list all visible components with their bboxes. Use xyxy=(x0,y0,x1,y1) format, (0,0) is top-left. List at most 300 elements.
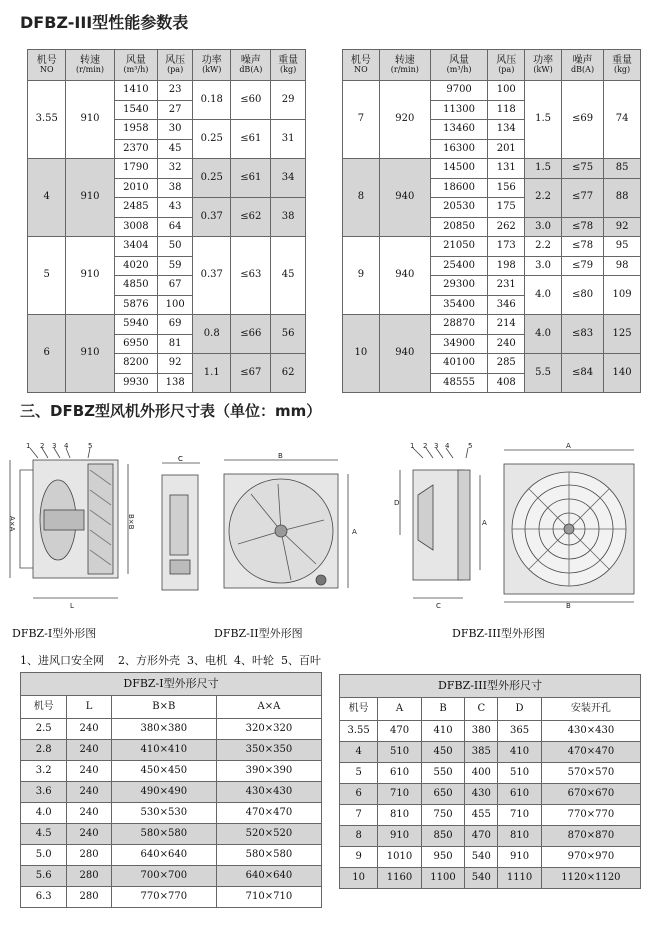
air-flow: 1410 xyxy=(114,81,158,101)
air-pressure: 156 xyxy=(488,178,525,198)
air-pressure: 50 xyxy=(158,237,193,257)
power-kw: 1.5 xyxy=(525,159,562,179)
air-flow: 21050 xyxy=(430,237,488,257)
air-flow: 2485 xyxy=(114,198,158,218)
column-header xyxy=(66,50,114,81)
table-cell: 240 xyxy=(67,824,111,845)
table-cell: 470 xyxy=(465,826,498,847)
table-cell: 5.0 xyxy=(21,845,67,866)
table-title: DFBZ-I型外形尺寸 xyxy=(21,673,322,696)
machine-no: 9 xyxy=(343,237,380,315)
header-main: 功率 xyxy=(201,54,222,66)
header-unit: dB(A) xyxy=(571,65,595,75)
table-cell: 5 xyxy=(340,763,378,784)
weight-kg: 109 xyxy=(604,276,641,315)
table-cell: 850 xyxy=(421,826,465,847)
header-unit: dB(A) xyxy=(239,65,263,75)
column-header xyxy=(525,50,562,81)
noise-db: ≤69 xyxy=(562,81,604,159)
weight-kg: 56 xyxy=(271,315,306,354)
dim-label-b-iii: B xyxy=(566,602,571,610)
air-pressure: 118 xyxy=(488,100,525,120)
table-cell: 8 xyxy=(340,826,378,847)
parts-legend: 1、进风口安全网 2、方形外壳 3、电机 4、叶轮 5、百叶 xyxy=(20,654,321,667)
table-cell: 530×530 xyxy=(111,803,216,824)
air-pressure: 81 xyxy=(158,334,193,354)
header-main: 重量 xyxy=(278,54,299,66)
air-flow: 16300 xyxy=(430,139,488,159)
table-cell: 240 xyxy=(67,782,111,803)
column-header xyxy=(488,50,525,81)
table-cell: 670×670 xyxy=(541,784,640,805)
dim-label-b-ii: B xyxy=(278,452,283,460)
air-flow: 11300 xyxy=(430,100,488,120)
header-main: 风压 xyxy=(496,54,517,66)
table-row xyxy=(340,826,641,847)
table-cell: 810 xyxy=(498,826,542,847)
air-pressure: 262 xyxy=(488,217,525,237)
air-pressure: 43 xyxy=(158,198,193,218)
table-row xyxy=(21,782,322,803)
speed-rpm: 910 xyxy=(66,237,114,315)
air-flow: 20530 xyxy=(430,198,488,218)
table-cell: 430×430 xyxy=(216,782,321,803)
table-cell: 910 xyxy=(498,847,542,868)
machine-no: 7 xyxy=(343,81,380,159)
noise-db: ≤83 xyxy=(562,315,604,354)
table-row xyxy=(340,868,641,889)
noise-db: ≤67 xyxy=(231,354,271,393)
power-kw: 3.0 xyxy=(525,217,562,237)
weight-kg: 38 xyxy=(271,198,306,237)
air-flow: 48555 xyxy=(430,373,488,393)
dim-label-a-iii-side: A xyxy=(482,519,487,527)
header-unit: (kg) xyxy=(613,65,631,75)
header-main: 转速 xyxy=(394,54,415,66)
noise-db: ≤61 xyxy=(231,120,271,159)
air-pressure: 201 xyxy=(488,139,525,159)
air-pressure: 131 xyxy=(488,159,525,179)
weight-kg: 85 xyxy=(604,159,641,179)
dimension-section-title: 三、DFBZ型风机外形尺寸表（单位：mm） xyxy=(20,402,322,420)
header-unit: (kW) xyxy=(202,65,222,75)
table-row xyxy=(28,315,306,335)
column-header: 机号 xyxy=(21,696,67,719)
callout-4: 4 xyxy=(64,442,69,450)
dim-label-c-iii: C xyxy=(436,602,441,610)
speed-rpm: 910 xyxy=(66,159,114,237)
header-unit: (r/min) xyxy=(390,65,419,75)
table-cell: 610 xyxy=(498,784,542,805)
dfbz-i-outline-diagram xyxy=(8,440,138,612)
table-cell: 710 xyxy=(378,784,422,805)
column-header: 安装开孔 xyxy=(541,698,640,721)
header-row xyxy=(21,696,322,719)
column-header: B xyxy=(421,698,465,721)
power-kw: 0.37 xyxy=(193,237,231,315)
table-row xyxy=(21,740,322,761)
table-row xyxy=(21,866,322,887)
header-row xyxy=(340,698,641,721)
weight-kg: 125 xyxy=(604,315,641,354)
table-cell: 510 xyxy=(498,763,542,784)
weight-kg: 140 xyxy=(604,354,641,393)
table-cell: 1120×1120 xyxy=(541,868,640,889)
header-unit: NO xyxy=(354,65,368,75)
air-flow: 13460 xyxy=(430,120,488,140)
air-pressure: 346 xyxy=(488,295,525,315)
air-pressure: 59 xyxy=(158,256,193,276)
header-unit: (pa) xyxy=(498,65,515,75)
table-cell: 750 xyxy=(421,805,465,826)
table-cell: 385 xyxy=(465,742,498,763)
noise-db: ≤80 xyxy=(562,276,604,315)
table-cell: 400 xyxy=(465,763,498,784)
header-main: 机号 xyxy=(350,54,371,66)
table-cell: 910 xyxy=(378,826,422,847)
table-cell: 240 xyxy=(67,761,111,782)
weight-kg: 34 xyxy=(271,159,306,198)
air-pressure: 231 xyxy=(488,276,525,296)
caption-dfbz-ii: DFBZ-II型外形图 xyxy=(214,627,303,640)
air-pressure: 100 xyxy=(488,81,525,101)
table-cell: 870×870 xyxy=(541,826,640,847)
weight-kg: 92 xyxy=(604,217,641,237)
air-pressure: 198 xyxy=(488,256,525,276)
air-flow: 18600 xyxy=(430,178,488,198)
weight-kg: 29 xyxy=(271,81,306,120)
dfbz-iii-dimension-table xyxy=(339,674,641,889)
column-header: B×B xyxy=(111,696,216,719)
table-cell: 4.0 xyxy=(21,803,67,824)
air-flow: 1790 xyxy=(114,159,158,179)
speed-rpm: 940 xyxy=(379,315,430,393)
column-header xyxy=(562,50,604,81)
callout-1: 1 xyxy=(26,442,31,450)
machine-no: 8 xyxy=(343,159,380,237)
air-flow: 6950 xyxy=(114,334,158,354)
dim-label-c: C xyxy=(178,455,183,463)
header-main: 风量 xyxy=(125,54,146,66)
noise-db: ≤61 xyxy=(231,159,271,198)
header-unit: (kg) xyxy=(279,65,297,75)
table-cell: 430×430 xyxy=(541,721,640,742)
column-header xyxy=(604,50,641,81)
air-pressure: 23 xyxy=(158,81,193,101)
air-flow: 2010 xyxy=(114,178,158,198)
table-cell: 610 xyxy=(378,763,422,784)
air-flow: 1958 xyxy=(114,120,158,140)
table-row xyxy=(340,847,641,868)
table-row xyxy=(343,315,641,335)
table-cell: 810 xyxy=(378,805,422,826)
weight-kg: 45 xyxy=(271,237,306,315)
table-cell: 410 xyxy=(498,742,542,763)
table-cell: 240 xyxy=(67,740,111,761)
table-row xyxy=(28,237,306,257)
header-unit: (m³/h) xyxy=(123,65,149,75)
table-cell: 580×580 xyxy=(216,845,321,866)
table-cell: 280 xyxy=(67,866,111,887)
table-cell: 710 xyxy=(498,805,542,826)
table-cell: 640×640 xyxy=(111,845,216,866)
air-pressure: 92 xyxy=(158,354,193,374)
table-row xyxy=(21,887,322,908)
table-cell: 4.5 xyxy=(21,824,67,845)
header-main: 重量 xyxy=(612,54,633,66)
air-flow: 40100 xyxy=(430,354,488,374)
perf-table-title: DFBZ-III型性能参数表 xyxy=(20,13,189,32)
speed-rpm: 940 xyxy=(379,159,430,237)
dim-label-bxb: B×B xyxy=(127,514,135,530)
table-cell: 2.8 xyxy=(21,740,67,761)
speed-rpm: 920 xyxy=(379,81,430,159)
air-flow: 4020 xyxy=(114,256,158,276)
table-cell: 470×470 xyxy=(541,742,640,763)
table-cell: 640×640 xyxy=(216,866,321,887)
table-cell: 6.3 xyxy=(21,887,67,908)
table-cell: 5.6 xyxy=(21,866,67,887)
table-row xyxy=(343,81,641,101)
noise-db: ≤63 xyxy=(231,237,271,315)
header-unit: (kW) xyxy=(533,65,553,75)
air-pressure: 100 xyxy=(158,295,193,315)
power-kw: 0.18 xyxy=(193,81,231,120)
table-cell: 455 xyxy=(465,805,498,826)
noise-db: ≤77 xyxy=(562,178,604,217)
machine-no: 5 xyxy=(28,237,66,315)
callout-3-iii: 3 xyxy=(434,442,439,450)
table-row xyxy=(340,784,641,805)
table-title: DFBZ-III型外形尺寸 xyxy=(340,675,641,698)
table-cell: 710×710 xyxy=(216,887,321,908)
callout-5-iii: 5 xyxy=(468,442,473,450)
table-cell: 7 xyxy=(340,805,378,826)
table-cell: 6 xyxy=(340,784,378,805)
weight-kg: 74 xyxy=(604,81,641,159)
header-main: 噪声 xyxy=(240,54,261,66)
table-cell: 550 xyxy=(421,763,465,784)
table-cell: 280 xyxy=(67,845,111,866)
weight-kg: 31 xyxy=(271,120,306,159)
table-cell: 650 xyxy=(421,784,465,805)
table-row xyxy=(21,719,322,740)
table-row xyxy=(21,761,322,782)
machine-no: 4 xyxy=(28,159,66,237)
table-cell: 450 xyxy=(421,742,465,763)
header-unit: (r/min) xyxy=(75,65,105,75)
table-cell: 1100 xyxy=(421,868,465,889)
table-row xyxy=(340,742,641,763)
air-pressure: 45 xyxy=(158,139,193,159)
table-cell: 570×570 xyxy=(541,763,640,784)
table-cell: 2.5 xyxy=(21,719,67,740)
power-kw: 1.5 xyxy=(525,81,562,159)
table-title-row xyxy=(21,673,322,696)
table-title-row xyxy=(340,675,641,698)
table-cell: 700×700 xyxy=(111,866,216,887)
table-cell: 240 xyxy=(67,719,111,740)
table-row xyxy=(340,805,641,826)
air-pressure: 134 xyxy=(488,120,525,140)
air-pressure: 173 xyxy=(488,237,525,257)
table-cell: 280 xyxy=(67,887,111,908)
power-kw: 2.2 xyxy=(525,178,562,217)
air-pressure: 214 xyxy=(488,315,525,335)
table-cell: 410 xyxy=(421,721,465,742)
table-cell: 580×580 xyxy=(111,824,216,845)
column-header xyxy=(343,50,380,81)
table-cell: 770×770 xyxy=(111,887,216,908)
table-cell: 1110 xyxy=(498,868,542,889)
air-flow: 8200 xyxy=(114,354,158,374)
table-row xyxy=(343,159,641,179)
header-unit: (pa) xyxy=(167,65,184,75)
dfbz-iii-side-diagram xyxy=(388,440,498,610)
power-kw: 1.1 xyxy=(193,354,231,393)
air-flow: 5940 xyxy=(114,315,158,335)
noise-db: ≤78 xyxy=(562,217,604,237)
table-row xyxy=(343,237,641,257)
air-pressure: 64 xyxy=(158,217,193,237)
air-pressure: 240 xyxy=(488,334,525,354)
air-pressure: 38 xyxy=(158,178,193,198)
machine-no: 6 xyxy=(28,315,66,393)
table-cell: 350×350 xyxy=(216,740,321,761)
table-cell: 380 xyxy=(465,721,498,742)
table-cell: 380×380 xyxy=(111,719,216,740)
dim-label-l: L xyxy=(70,602,74,610)
column-header: A×A xyxy=(216,696,321,719)
power-kw: 4.0 xyxy=(525,315,562,354)
air-flow: 25400 xyxy=(430,256,488,276)
table-cell: 3.55 xyxy=(340,721,378,742)
weight-kg: 88 xyxy=(604,178,641,217)
table-row xyxy=(21,824,322,845)
callout-1-iii: 1 xyxy=(410,442,415,450)
air-flow: 1540 xyxy=(114,100,158,120)
table-cell: 490×490 xyxy=(111,782,216,803)
air-flow: 2370 xyxy=(114,139,158,159)
table-cell: 970×970 xyxy=(541,847,640,868)
speed-rpm: 910 xyxy=(66,315,114,393)
power-kw: 0.37 xyxy=(193,198,231,237)
dfbz-iii-front-diagram xyxy=(500,440,650,610)
air-flow: 4850 xyxy=(114,276,158,296)
power-kw: 0.8 xyxy=(193,315,231,354)
noise-db: ≤62 xyxy=(231,198,271,237)
air-flow: 29300 xyxy=(430,276,488,296)
table-row xyxy=(340,763,641,784)
air-flow: 14500 xyxy=(430,159,488,179)
dfbz-ii-front-diagram xyxy=(216,452,366,602)
noise-db: ≤60 xyxy=(231,81,271,120)
header-unit: (m³/h) xyxy=(446,65,472,75)
callout-2: 2 xyxy=(40,442,45,450)
dim-label-axa: A×A xyxy=(8,516,16,532)
table-row xyxy=(21,845,322,866)
table-cell: 240 xyxy=(67,803,111,824)
noise-db: ≤79 xyxy=(562,256,604,276)
column-header xyxy=(430,50,488,81)
machine-no: 10 xyxy=(343,315,380,393)
table-row xyxy=(28,159,306,179)
weight-kg: 95 xyxy=(604,237,641,257)
air-pressure: 408 xyxy=(488,373,525,393)
table-cell: 950 xyxy=(421,847,465,868)
header-main: 功率 xyxy=(533,54,554,66)
caption-dfbz-i: DFBZ-I型外形图 xyxy=(12,627,97,640)
table-cell: 510 xyxy=(378,742,422,763)
power-kw: 3.0 xyxy=(525,256,562,276)
table-cell: 770×770 xyxy=(541,805,640,826)
air-flow: 9700 xyxy=(430,81,488,101)
table-cell: 390×390 xyxy=(216,761,321,782)
air-pressure: 175 xyxy=(488,198,525,218)
machine-no: 3.55 xyxy=(28,81,66,159)
table-cell: 365 xyxy=(498,721,542,742)
air-flow: 34900 xyxy=(430,334,488,354)
air-flow: 5876 xyxy=(114,295,158,315)
column-header xyxy=(271,50,306,81)
caption-dfbz-iii: DFBZ-III型外形图 xyxy=(452,627,545,640)
air-flow: 28870 xyxy=(430,315,488,335)
column-header: A xyxy=(378,698,422,721)
dfbz-i-dimension-table xyxy=(20,672,322,908)
dfbz-ii-side-diagram xyxy=(152,455,208,605)
table-cell: 540 xyxy=(465,868,498,889)
header-main: 风量 xyxy=(449,54,470,66)
air-flow: 35400 xyxy=(430,295,488,315)
table-cell: 430 xyxy=(465,784,498,805)
power-kw: 5.5 xyxy=(525,354,562,393)
air-pressure: 32 xyxy=(158,159,193,179)
air-pressure: 69 xyxy=(158,315,193,335)
table-cell: 1010 xyxy=(378,847,422,868)
noise-db: ≤78 xyxy=(562,237,604,257)
table-cell: 9 xyxy=(340,847,378,868)
dim-label-a-ii: A xyxy=(352,528,357,536)
header-main: 转速 xyxy=(80,54,100,66)
callout-4-iii: 4 xyxy=(445,442,450,450)
table-cell: 450×450 xyxy=(111,761,216,782)
table-cell: 3.6 xyxy=(21,782,67,803)
noise-db: ≤66 xyxy=(231,315,271,354)
air-pressure: 285 xyxy=(488,354,525,374)
air-flow: 9930 xyxy=(114,373,158,393)
air-flow: 20850 xyxy=(430,217,488,237)
air-pressure: 30 xyxy=(158,120,193,140)
header-main: 噪声 xyxy=(572,54,593,66)
power-kw: 4.0 xyxy=(525,276,562,315)
speed-rpm: 910 xyxy=(66,81,114,159)
column-header: L xyxy=(67,696,111,719)
column-header xyxy=(158,50,193,81)
weight-kg: 62 xyxy=(271,354,306,393)
power-kw: 2.2 xyxy=(525,237,562,257)
noise-db: ≤84 xyxy=(562,354,604,393)
noise-db: ≤75 xyxy=(562,159,604,179)
table-cell: 470 xyxy=(378,721,422,742)
header-main: 风压 xyxy=(165,54,186,66)
column-header xyxy=(193,50,231,81)
performance-table-right xyxy=(342,49,641,393)
table-cell: 320×320 xyxy=(216,719,321,740)
column-header: 机号 xyxy=(340,698,378,721)
callout-2-iii: 2 xyxy=(423,442,428,450)
dim-label-d: D xyxy=(394,499,400,507)
performance-table-left xyxy=(27,49,306,393)
